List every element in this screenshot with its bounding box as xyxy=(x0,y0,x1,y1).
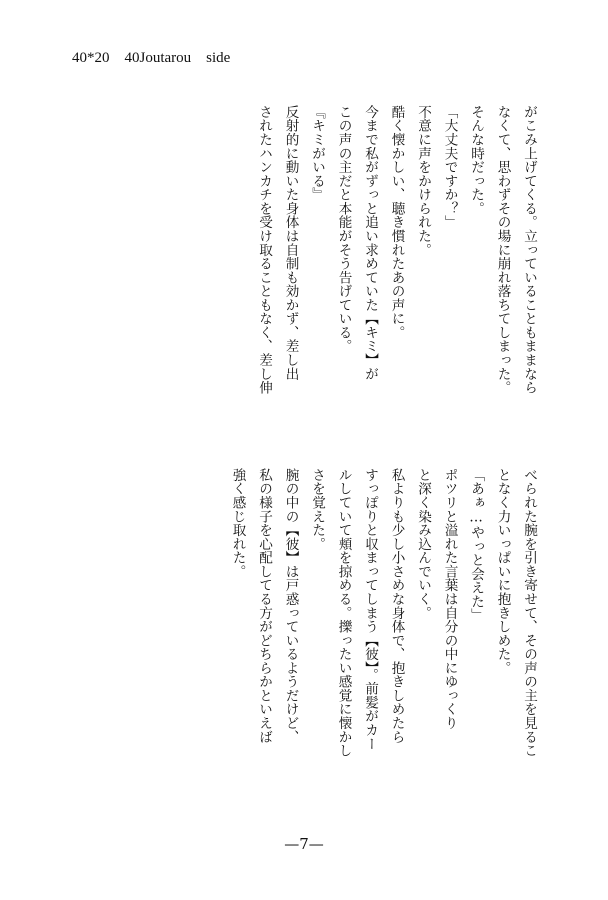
text-line: と深く染み込んでいく。 xyxy=(415,468,431,620)
text-line: べられた腕を引き寄せて、その声の主を見るこ xyxy=(521,468,537,758)
text-line: 反射的に動いた身体は自制も効かず、差し出 xyxy=(282,105,299,381)
text-line: 「大丈夫ですか？」 xyxy=(441,105,458,230)
text-line: 今まで私がずっと追い求めていた【キミ】が xyxy=(362,105,378,381)
text-line: 私よりも少し小さめな身体で、抱きしめたら xyxy=(388,468,405,744)
text-line: ポツリと溢れた言葉は自分の中にゆっくり xyxy=(441,468,458,730)
text-line: がこみ上げてくる。立っていることもままなら xyxy=(521,105,537,395)
text-line: されたハンカチを受け取ることもなく、差し伸 xyxy=(256,105,272,395)
text-column-block-top xyxy=(251,105,543,450)
text-line: 腕の中の【彼】は戸惑っているようだけど、 xyxy=(282,468,299,744)
page-number: —7— xyxy=(284,835,324,853)
text-line: となく力いっぱいに抱きしめた。 xyxy=(494,468,511,675)
text-line: ルしていて頬を掠める。擽ったい感覚に懐かし xyxy=(335,468,352,758)
text-column-block-bottom xyxy=(224,468,542,813)
text-line: この声の主だと本能がそう告げている。 xyxy=(335,105,352,354)
text-line: なくて、思わずその場に崩れ落ちてしまった。 xyxy=(494,105,511,395)
text-line: すっぽりと収まってしまう【彼】。前髪がカー xyxy=(362,468,378,751)
text-line: 「あぁ…やっと会えた」 xyxy=(468,468,484,622)
text-line: さを覚えた。 xyxy=(309,468,325,551)
text-line: 私の様子を心配してる方がどちらかといえば xyxy=(256,468,272,744)
text-line: 『キミがいる』 xyxy=(309,105,325,202)
page-header: 40*20 40Joutarou side xyxy=(72,50,231,66)
text-line: 強く感じ取れた。 xyxy=(229,468,246,579)
text-line: 不意に声をかけられた。 xyxy=(415,105,431,257)
text-line: そんな時だった。 xyxy=(468,105,484,216)
text-line: 酷く懐かしい、聴き慣れたあの声に。 xyxy=(388,105,405,340)
